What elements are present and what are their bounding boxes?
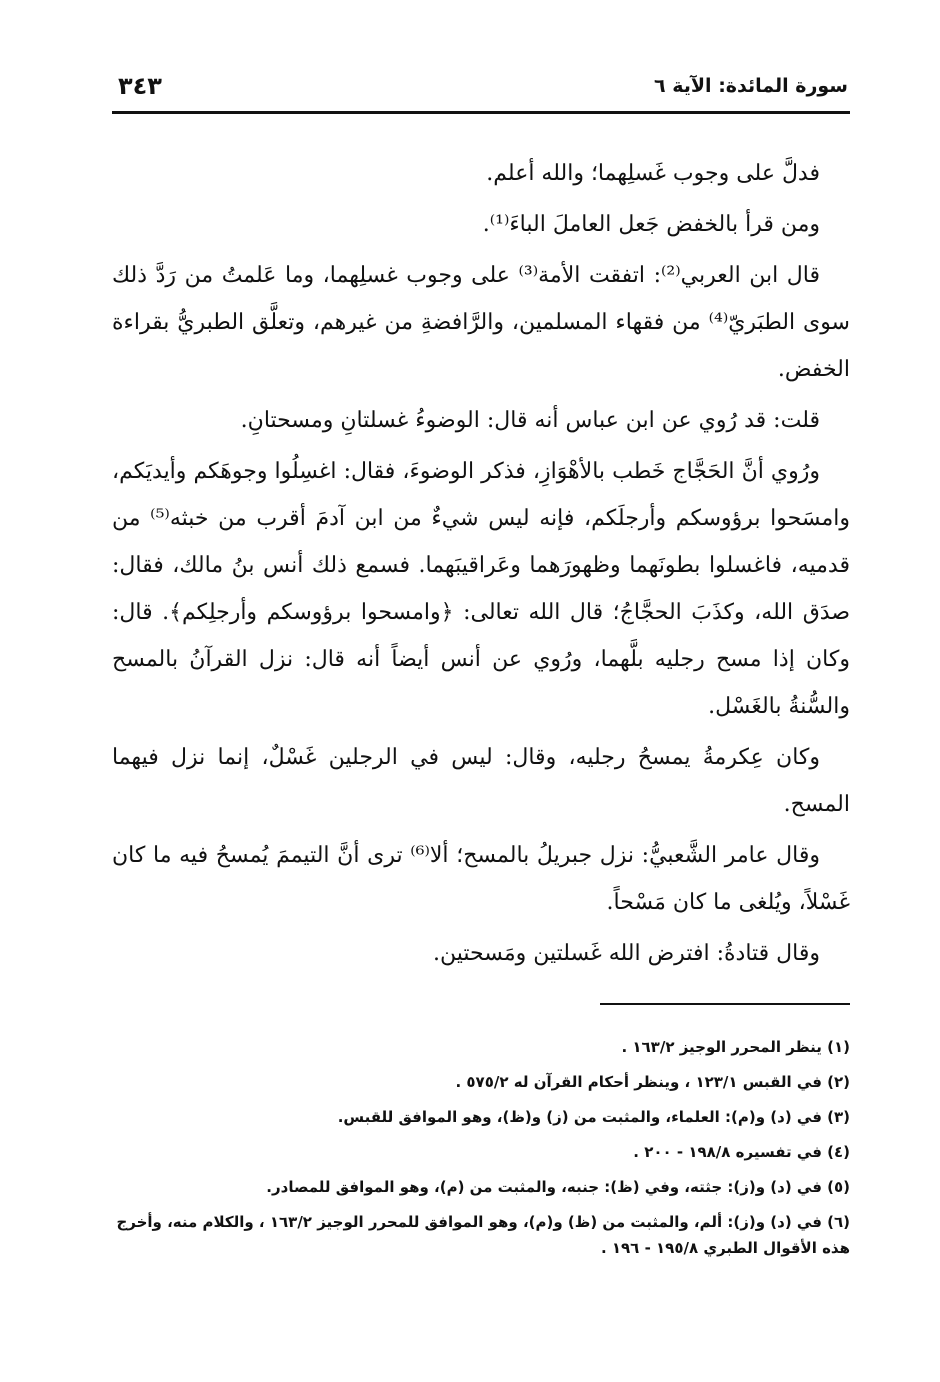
footnote: (٢) في القبس ١٢٣/١ ، وينظر أحكام القرآن له ٥٧٥/٢ . xyxy=(455,1073,850,1091)
footnote: (٦) في (د) و(ز): ألم، والمثبت من (ظ) و(م)، وهو الموافق للمحرر الوجيز ١٦٣/٢ ، والكلام منه، وأخرج هذه الأقوال الطبري ١٩٥/٨ - ١٩٦ . xyxy=(116,1213,850,1257)
paragraph: ورُوي أنَّ الحَجَّاج خَطب بالأهْوَازِ، فذكر الوضوءَ، فقال: اغسِلُوا وجوهَكم وأيديَكم، وامسَحوا برؤوسكم وأرجلَكم، فإنه ليس شيءٌ من ابن آدمَ أقرب من خبثه⁽⁵⁾ من قدميه، فاغسلوا بطونَهما وظهورَهما وعَراقيبَهما. فسمع ذلك أنس بنُ مالك، فقال: صدَق الله، وكذَبَ الحجَّاجُ؛ قال الله تعالى: ﴿وامسحوا برؤوسكم وأرجلِكم﴾. قال: وكان إذا مسح رجليه بلَّهما، ورُوي عن أنس أيضاً أنه قال: نزل القرآنُ بالمسح والسُّنةُ بالغَسْل. xyxy=(112,459,851,719)
paragraph: قلت: قد رُوي عن ابن عباس أنه قال: الوضوءُ غسلتانِ ومسحتانِ. xyxy=(240,408,820,433)
running-title: سورة المائدة: الآية ٦ xyxy=(654,75,848,97)
footnotes xyxy=(112,1030,850,1261)
page-number: ٣٤٣ xyxy=(118,72,162,100)
main-text xyxy=(112,150,850,981)
header-rule xyxy=(112,111,850,114)
page-header xyxy=(118,66,848,106)
footnote: (٣) في (د) و(م): العلماء، والمثبت من (ز) و(ظ)، وهو الموافق للقبس. xyxy=(337,1108,850,1126)
paragraph: فدلَّ على وجوب غَسلِهما؛ والله أعلم. xyxy=(486,161,820,186)
paragraph: وقال قتادةُ: افترض الله غَسلتين ومَسحتين. xyxy=(433,941,820,966)
paragraph: ومن قرأ بالخفض جَعل العاملَ الباءَ⁽¹⁾. xyxy=(482,212,820,237)
footnote: (١) ينظر المحرر الوجيز ١٦٣/٢ . xyxy=(621,1038,850,1056)
paragraph: وقال عامر الشَّعبيُّ: نزل جبريلُ بالمسح؛ ألا⁽⁶⁾ ترى أنَّ التيممَ يُمسحُ فيه ما كان غَسْلاً، ويُلغى ما كان مَسْحاً. xyxy=(112,843,850,915)
footnote: (٥) في (د) و(ز): جثته، وفي (ظ): جنبه، والمثبت من (م)، وهو الموافق للمصادر. xyxy=(266,1178,850,1196)
footnote-separator xyxy=(600,1003,850,1005)
footnote: (٤) في تفسيره ١٩٨/٨ - ٢٠٠ . xyxy=(633,1143,850,1161)
paragraph: وكان عِكرمةُ يمسحُ رجليه، وقال: ليس في الرجلين غَسْلٌ، إنما نزل فيهما المسح. xyxy=(112,745,850,817)
paragraph: قال ابن العربي⁽²⁾: اتفقت الأمة⁽³⁾ على وجوب غسلِهما، وما عَلمتُ من رَدَّ ذلك سوى الطبَريّ⁽⁴⁾ من فقهاء المسلمين، والرَّافضةِ من غيرهم، وتعلَّق الطبريُّ بقراءة الخفض. xyxy=(112,263,850,382)
